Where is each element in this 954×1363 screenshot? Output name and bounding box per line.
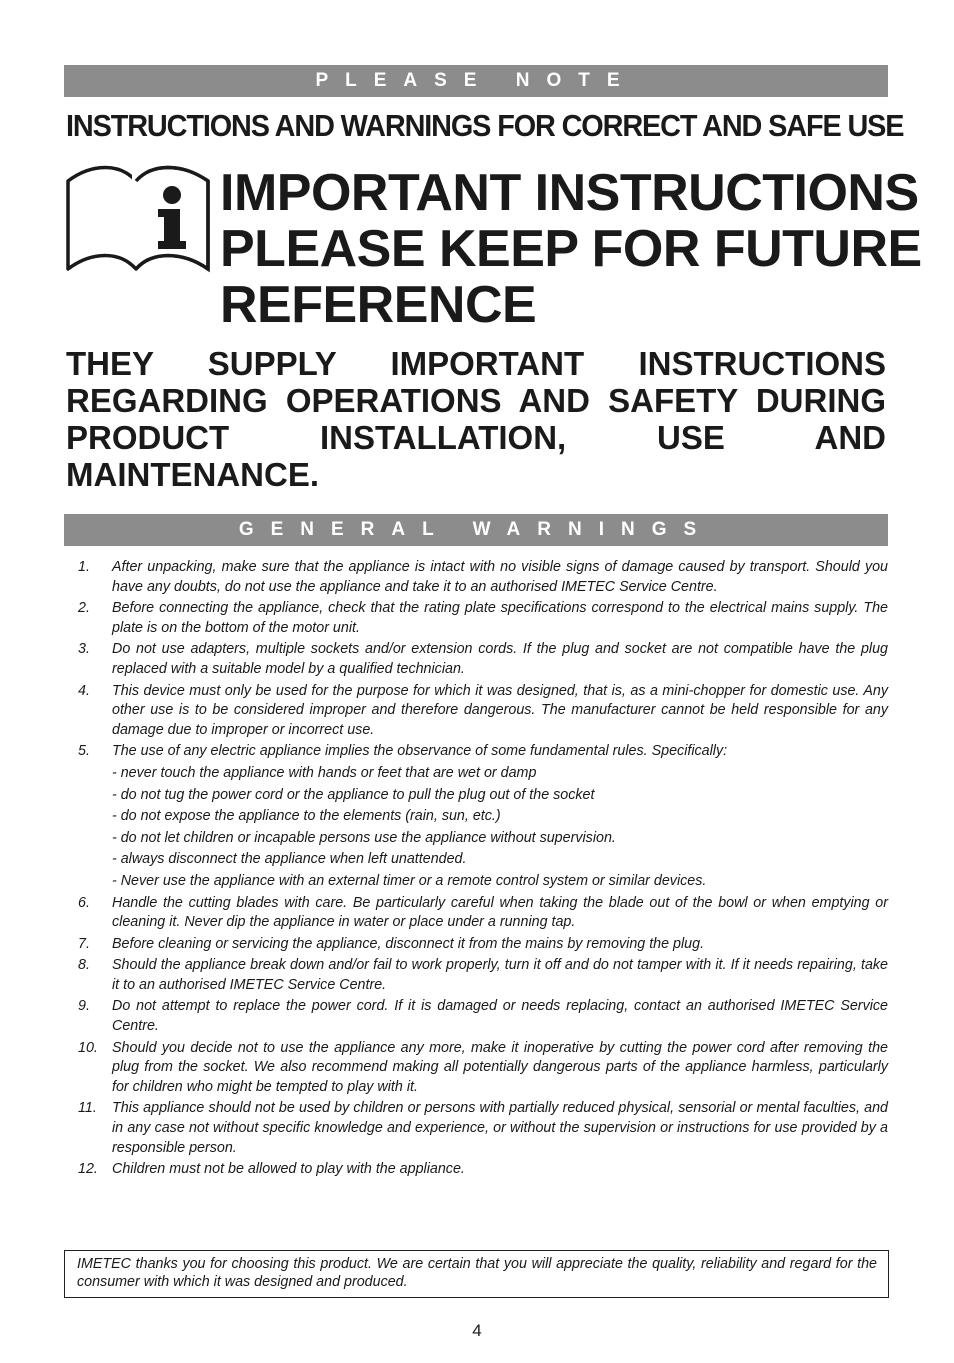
warning-item — [78, 599, 888, 638]
warning-text: This appliance should not be used by children or persons with partially reduced physical, sensorial or mental faculties, and in any case not without specific knowledge and experience, or without the supervision or instructions for use provided by a responsible person. — [112, 1100, 888, 1156]
warning-text: After unpacking, make sure that the appliance is intact with no visible signs of damage caused by transport. Should you have any doubts, do not use the appliance and take it to an authorised IMETEC Service Centre. — [112, 559, 888, 595]
general-warnings-banner: GENERAL WARNINGS — [64, 514, 888, 546]
warning-item — [78, 935, 888, 955]
warning-item — [78, 1039, 888, 1098]
warning-text: Do not use adapters, multiple sockets and/or extension cords. If the plug and socket are not compatible have the plug replaced with a suitable model by a qualified technician. — [112, 641, 888, 677]
warning-subitem: - always disconnect the appliance when left unattended. — [112, 851, 467, 868]
warning-text: This device must only be used for the purpose for which it was designed, that is, as a mini-chopper for domestic use. Any other use is to be considered improper and therefore dangerous. The manufacturer cannot be held responsible for any damage due to improper or incorrect use. — [112, 682, 888, 738]
warning-number: 11. — [78, 1100, 97, 1117]
warning-number: 1. — [78, 559, 90, 575]
info-book-icon — [64, 165, 212, 273]
warning-subitem: - do not expose the appliance to the elements (rain, sun, etc.) — [112, 808, 501, 825]
lead-statement: THEY SUPPLY IMPORTANT INSTRUCTIONS REGARDING OPERATIONS AND SAFETY DURING PRODUCT INSTALLATION, USE AND MAINTENANCE. — [66, 345, 886, 493]
warning-number: 9. — [78, 998, 90, 1015]
warning-item — [78, 1160, 888, 1180]
warning-text: Should the appliance break down and/or fail to work properly, turn it off and do not tamper with it. If it needs repairing, take it to an authorised IMETEC Service Centre. — [112, 957, 888, 993]
title-line-1: IMPORTANT INSTRUCTIONS — [220, 164, 919, 222]
warning-number: 4. — [78, 682, 90, 699]
warning-text: Do not attempt to replace the power cord. If it is damaged or needs replacing, contact an authorised IMETEC Service Centre. — [112, 998, 888, 1035]
warning-item — [78, 956, 888, 995]
instructions-warnings-heading: INSTRUCTIONS AND WARNINGS FOR CORRECT AND SAFE USE — [66, 108, 904, 143]
warning-number: 8. — [78, 957, 90, 974]
warning-text: Children must not be allowed to play with the appliance. — [112, 1161, 465, 1178]
warning-number: 12. — [78, 1161, 98, 1178]
please-note-banner: PLEASE NOTE — [64, 65, 888, 97]
warning-subitem: - do not tug the power cord or the appliance to pull the plug out of the socket — [112, 786, 595, 803]
warning-subitem: - Never use the appliance with an external timer or a remote control system or similar devices. — [112, 872, 707, 889]
warning-number: 7. — [78, 935, 90, 952]
thanks-note-box: IMETEC thanks you for choosing this product. We are certain that you will appreciate the quality, reliability and regard for the consumer with which it was designed and produced. — [64, 1250, 889, 1298]
warning-number: 10. — [78, 1039, 98, 1056]
warning-number: 3. — [78, 641, 90, 658]
warning-item — [78, 1099, 888, 1158]
warning-number: 2. — [78, 600, 90, 617]
warning-text: Handle the cutting blades with care. Be particularly careful when taking the blade out of the bowl or when emptying or cleaning it. Never dip the appliance in water or place under a running tap. — [112, 894, 888, 931]
warning-number: 5. — [78, 743, 90, 760]
important-instructions-title — [220, 164, 922, 334]
warning-item — [78, 640, 888, 679]
title-line-2: PLEASE KEEP FOR FUTURE — [220, 220, 922, 278]
title-line-3: REFERENCE — [220, 276, 537, 334]
warning-text: The use of any electric appliance implies the observance of some fundamental rules. Specifically: — [112, 743, 728, 760]
warning-text: Before connecting the appliance, check that the rating plate specifications correspond to the electrical mains supply. The plate is on the bottom of the motor unit. — [112, 600, 888, 636]
warning-text: Before cleaning or servicing the appliance, disconnect it from the mains by removing the plug. — [112, 935, 705, 952]
page-number: 4 — [472, 1321, 482, 1340]
warning-subitem: - do not let children or incapable persons use the appliance without supervision. — [112, 829, 616, 846]
warning-item — [78, 997, 888, 1036]
general-warnings-list — [78, 558, 888, 1182]
warning-text: Should you decide not to use the appliance any more, make it inoperative by cutting the power cord after removing the plug from the socket. We also recommend making all potentially dangerous parts of the appliance harmless, particularly for children who might be tempted to play with it. — [112, 1039, 888, 1095]
warning-item — [78, 558, 888, 597]
warning-number: 6. — [78, 894, 90, 911]
warning-item — [78, 894, 888, 933]
warning-subitem: - never touch the appliance with hands or feet that are wet or damp — [112, 764, 537, 781]
warning-item — [78, 682, 888, 741]
warning-item — [78, 742, 888, 891]
